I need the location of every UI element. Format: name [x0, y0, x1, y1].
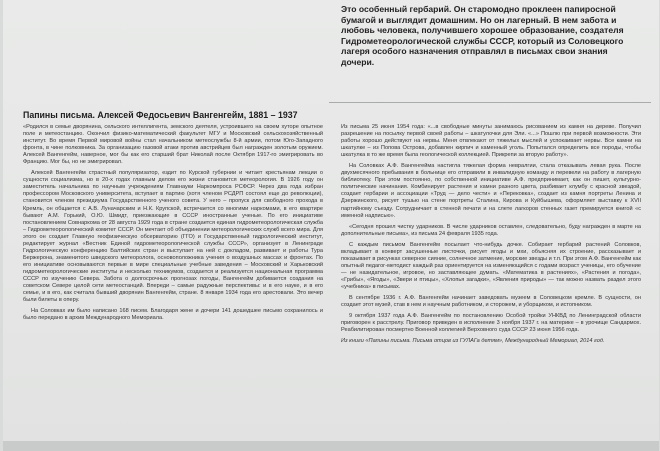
divider [329, 102, 651, 103]
panel-bottom-edge [3, 441, 659, 451]
paragraph: «Родился в семье дворянина, сельского интеллигента, земского деятеля, устроившего на своем хуторе опытное поле и метеостанцию. Окончил физико-математический факультет МГУ и Московский сельскохозяйственный институт. Во время Первой мировой войны стал начальником метеослужбы 8-й армии, потом Юго-Западного фронта, в чине полковника. За организацию газовой атаки против австрийцев был награжден золотым оружием. Алексей Вангенгейм, наверное, мог бы как его старший брат Николай после Октября 1917-го эмигрировать во Францию. Мог бы, но не эмигрировал. [23, 124, 323, 166]
paragraph: Из письма 25 июня 1954 года: «...в свободные минуты занимаюсь рисованием из камня на дереве. Получил разрешение на посылку первой своей работы – шкатулочки для Эли. «...» Пошлю при первой возможности. Эти работы хорошо действуют на нервы. Меня отвлекают от тяжелых мыслей и успокаивает нервы. Все камни на шкатулке – из Попова Острова, добавлен кирпич и каменный уголь. Попытался определить все породы, чтобы шкатулка в то же время была геологической коллекцией. Прикрепи за вторую работу». [341, 124, 641, 159]
left-column [23, 124, 323, 326]
paragraph: Алексей Вангенгейм страстный популяризатор, ездит по Курской губернии и читает крестьянам лекции о сущности социализма, но в 20-х годах главным делом его жизни становится метеорология. В 1926 году он заместитель начальника по научным учреждениям Главнауки Наркомпроса РСФСР. Через два года избран профессором Московского университета, вступает в партию (хотя членом РСДРП состоял еще до революции), становится членом президиума Государственного ученого совета. У него – пропуск для свободного прохода в Кремль, он общается с А.В. Луначарским и Н.К. Крупской, встречается со многими наркомами, в его квартире бывают А.М. Горький, О.Ю. Шмидт, приезжающие в СССР иностранные ученые. По его инициативе постановлением Совнаркома от 28 августа 1929 года в стране создается единая гидрометеорологическая служба – Гидрометеорологический комитет СССР. Он мечтает об объединении метеорологических служб всего мира. Для этого он создает Главную геофизическую обсерваторию (ГГО) и Государственный гидрологический институт, редактирует журнал «Вестник Единой гидрометеорологической службы СССР», организует в Ленинграде Гидрологическую конференцию Балтийских стран и выступает на ней с докладом, развивает и работы Тура Бержерона, знаменитого шведского метеоролога, основоположника учения о воздушных массах и фронтах. По его инициативе основываются первые в мире специальные учебные заведения – Московский и Харьковский гидрометеорологические институты и несколько техникумов, создается и реализуется национальная программа СССР по изучению Севера. Забота о долгосрочных прогнозах погоды, Вангенгейм добивается создания на советском Севере целой сети метеостанций. Впереди – самые радужные перспективы: и в его науке, и в его семье, и в его, как считала бывший дворянин Вангенгейм, стране. 8 января 1934 года его арестовали. Это вечер были билеты в оперу. [23, 170, 323, 304]
paragraph: 9 октября 1937 года А.Ф. Вангенгейм по постановлению Особой тройки УНКВД по Ленинградской области приговорен к расстрелу. Приговор приведен в исполнение 3 ноября 1937 г. на материке – в урочище Сандармох. Реабилитирован посмертно Военной коллегией Верховного суда СССР 23 июня 1956 года. [341, 313, 641, 334]
source-citation: Из книги «Папины письма. Письма отцов из ГУЛАГа детям», Международный Мемориал, 2014 год. [341, 338, 605, 345]
exhibit-panel [3, 0, 659, 451]
paragraph: На Соловках им было написано 168 писем. Благодаря жене и дочери 141 дошедшее письмо сохранилось и было передано в архив Международного Мемориала. [23, 308, 323, 322]
paragraph: С каждым письмом Вангенгейм посылает что-нибудь дочке. Собирает гербарий растений Соловков, вкладывает в конверт засушенные листочки, рисует ягоды и мхи, объясняя их строение, рассказывает и показывает в рисунках северное сияние, солнечное затмение, морские звезды и т.п. При этом А.Ф. Вангенгейм как опытный педагог-методист каждый раз ориентируется на изменяющийся с годами возраст ученицы, его обучение — не назидательное, игровое, но заставляющее думать. «Математика в растениях», «Растения и погода», «Грибы», «Ягоды», «Звери и птицы», «Хлопья загадки», «Явления природы» — так можно назвать раздел этого «учебника» в письмах. [341, 241, 641, 290]
epigraph-text: Это особенный гербарий. Он старомодно проклеен папиросной бумагой и выглядит домашним. Но он лагерный. В нем забота и любовь человека, получившего хорошее образование, создателя Гидрометеорологической службы СССР, который из Соловецкого лагеря особого назначения отправлял в письмах свои знания дочери. [341, 4, 624, 67]
epigraph [341, 4, 641, 68]
panel-title: Папины письма. Алексей Федосьевич Вангенгейм, 1881 – 1937 [23, 110, 298, 120]
paragraph: В сентябре 1936 г. А.Ф. Вангенгейм начинает заведовать музеем в Соловецком кремле. В сущности, он создает этот музей, став в нем и научным работником, и сторожем, и уборщиком, и истопником. [341, 295, 641, 309]
paragraph: На Соловках А.Ф. Вангенгейма настигла тяжелая форма невралгии, стала отказывать левая рука. После двухмесячного пребывания в больнице его отправили в инвалидную команду и перевели на работу в лагерную библиотеку. При этом постоянно, по собственной инициативе А.Ф. предпринимает, как он пишет, культурно-политические начинания. Комбинирует растения и камни разного цвета, разбивает клумбу с красной звездой, создает гербарии и ассоциации «Труд — дело чести» и «Перековка», создает из камня портреты Ленина и Дзержинского, рисует тушью на стене портреты Сталина, Кирова и Куйбышева, оформляет выставку к XVII партийному съезду. Сотрудничает в стенной печати и на слете лагкоров стенных газет премируется книгой «с именной надписью». [341, 163, 641, 219]
paragraph: «Сегодня прошел чистку ударников. В числе ударников оставлен, следовательно, буду награжден в марте на дополнительные письма», из письма 24 февраля 1935 года. [341, 223, 641, 237]
right-column [341, 124, 641, 349]
